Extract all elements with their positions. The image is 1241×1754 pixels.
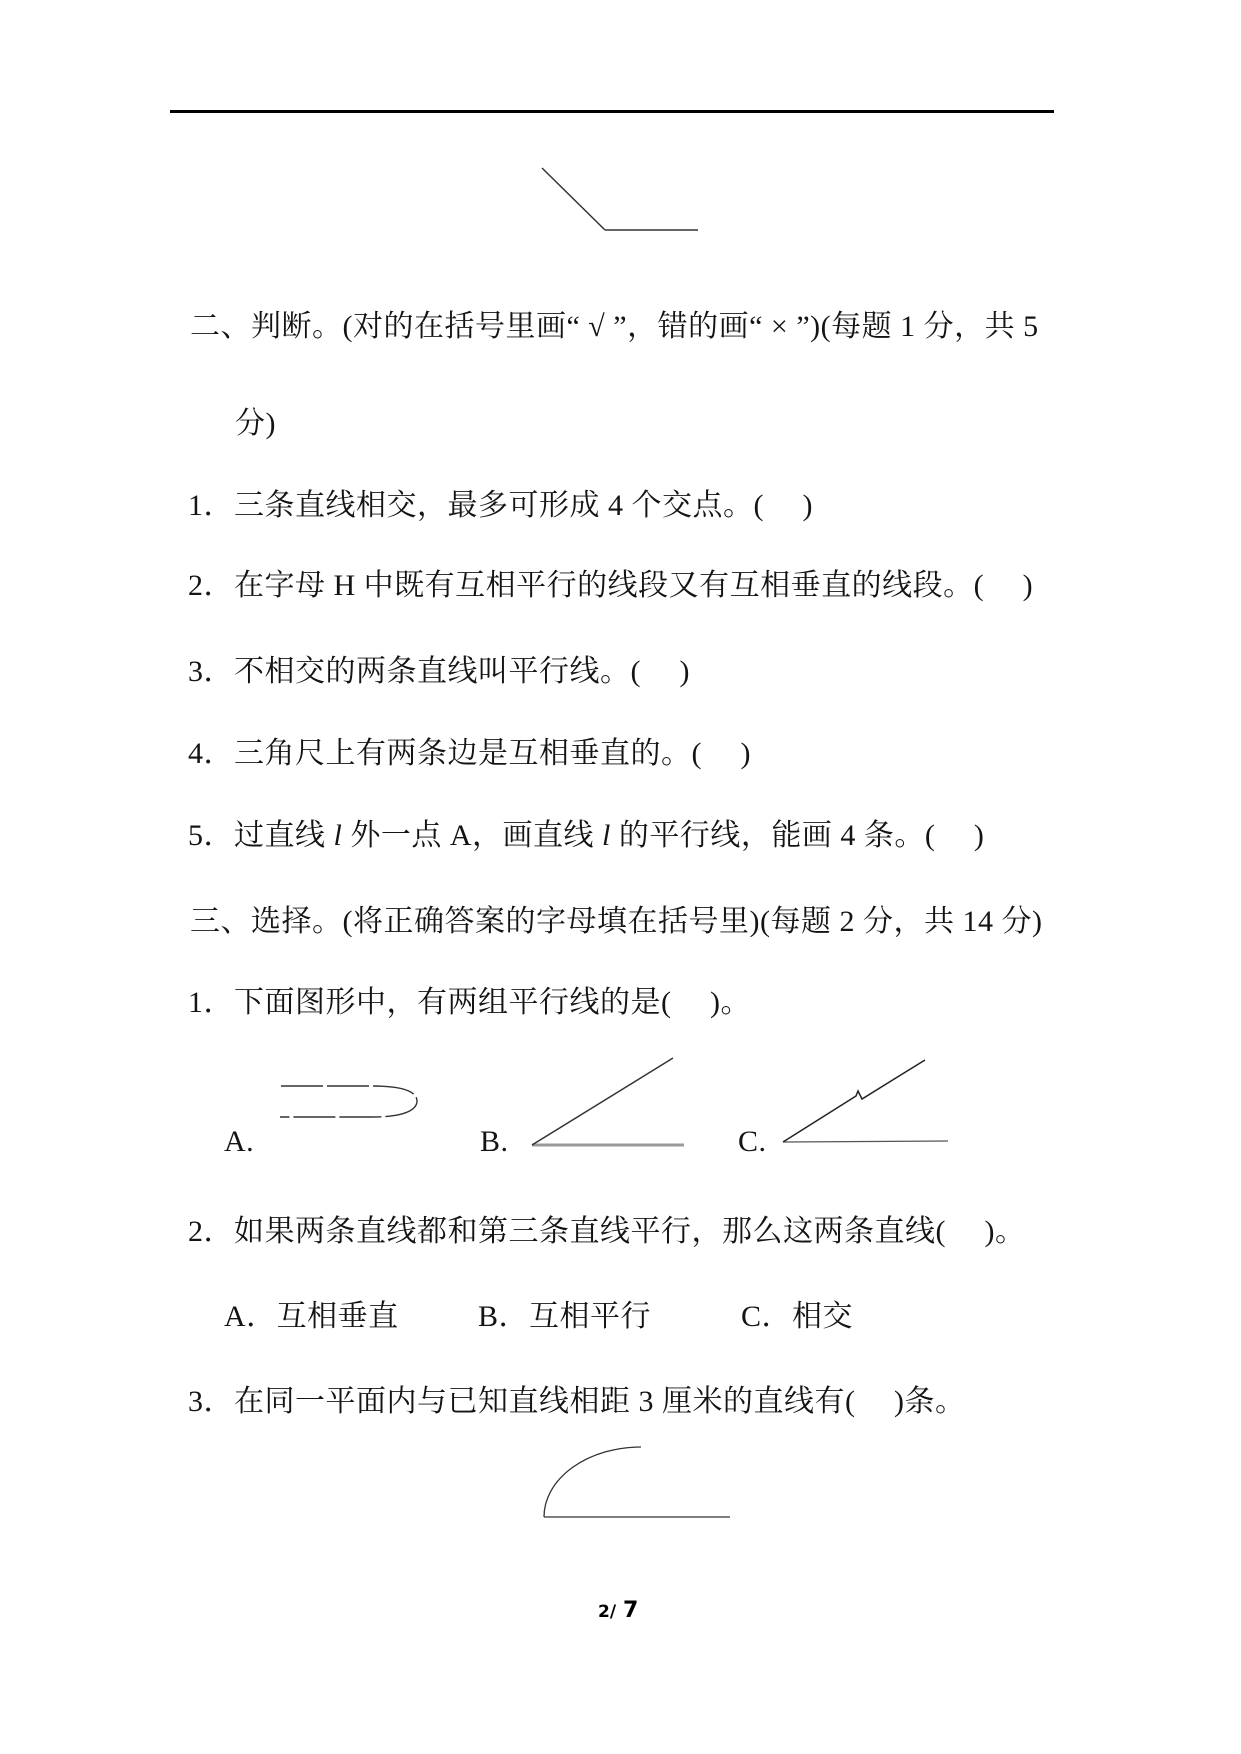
judge-item-1: 1．三条直线相交，最多可形成 4 个交点。( )	[188, 489, 813, 522]
judge-item-2: 2．在字母 H 中既有互相平行的线段又有互相垂直的线段。( )	[188, 569, 1034, 602]
section-three-header: 三、选择。(将正确答案的字母填在括号里)(每题 2 分，共 14 分)	[190, 905, 1043, 938]
acute-angle-figure	[524, 1048, 694, 1150]
q1-option-a-label: A.	[224, 1125, 255, 1158]
top-divider-rule	[170, 110, 1054, 113]
acute-angle-broken-line-figure	[776, 1048, 956, 1148]
q1-option-c-label: C.	[738, 1125, 767, 1158]
line-l-symbol: l	[333, 819, 343, 852]
judge-item-5-part: 外一点 A，画直线	[342, 819, 603, 852]
rounded-hairpin-figure	[274, 1076, 424, 1126]
page-total: 7	[623, 1598, 639, 1623]
page-footer	[598, 1598, 638, 1623]
line-l-symbol: l	[602, 819, 611, 852]
judge-item-5-part: 5．过直线	[188, 819, 334, 852]
judge-item-4: 4．三角尺上有两条边是互相垂直的。( )	[188, 737, 751, 770]
choice-question-3: 3．在同一平面内与已知直线相距 3 厘米的直线有( )条。	[188, 1385, 966, 1418]
page-number: 2/	[598, 1602, 617, 1622]
judge-item-5-part: 的平行线，能画 4 条。( )	[610, 819, 985, 852]
choice-question-2: 2．如果两条直线都和第三条直线平行，那么这两条直线( )。	[188, 1215, 1026, 1248]
section-two-header-wrap: 分)	[235, 407, 276, 440]
q2-option-a: A．互相垂直	[224, 1300, 399, 1333]
arc-over-horizontal-line-figure	[538, 1440, 738, 1525]
judge-item-5	[188, 821, 984, 851]
choice-question-1: 1．下面图形中，有两组平行线的是( )。	[188, 986, 751, 1019]
q2-option-c: C．相交	[741, 1300, 854, 1333]
section-two-header: 二、判断。(对的在括号里画“ √ ”，错的画“ × ”)(每题 1 分，共 5	[190, 310, 1039, 343]
judge-item-3: 3．不相交的两条直线叫平行线。( )	[188, 655, 690, 688]
obtuse-angle-figure	[528, 158, 708, 240]
q1-option-b-label: B.	[480, 1125, 509, 1158]
q2-option-b: B．互相平行	[478, 1300, 652, 1333]
